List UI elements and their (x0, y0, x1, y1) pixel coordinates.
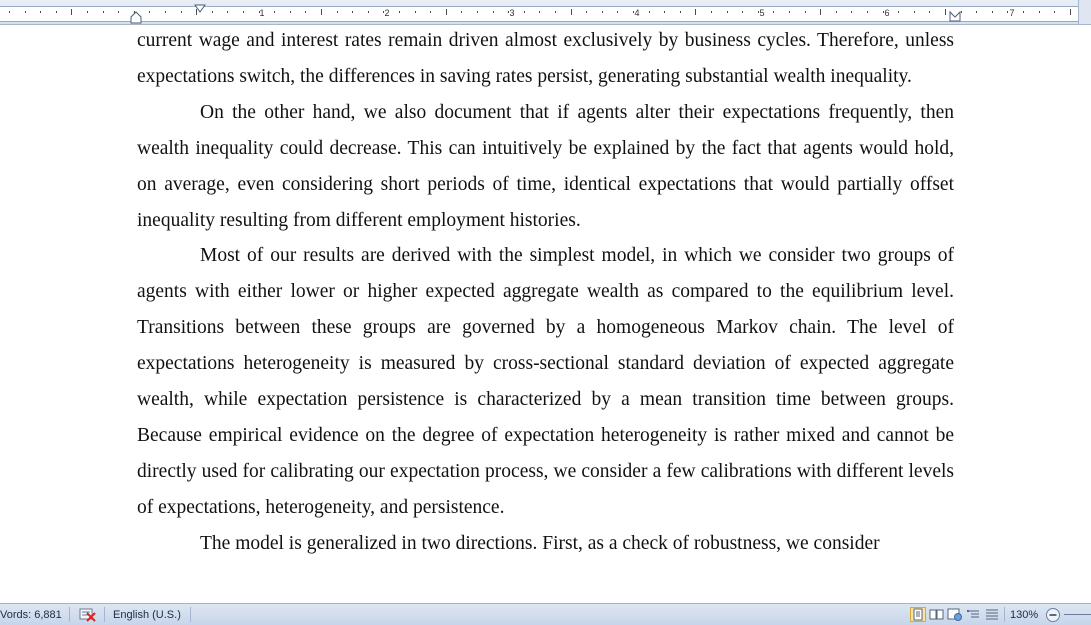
ruler-tick (274, 11, 275, 13)
language-indicator[interactable]: English (U.S.) (113, 609, 181, 621)
ruler-tick (555, 11, 556, 13)
draft-icon (984, 607, 1000, 622)
ruler-number: 5 (759, 8, 765, 18)
ruler-tick (805, 11, 806, 13)
ruler-tick (305, 11, 306, 13)
ruler-number: 6 (884, 8, 890, 18)
ruler-tick (399, 11, 400, 13)
ruler-tick (976, 11, 977, 13)
paragraph-4[interactable]: The model is generalized in two directions. First, as a check of robustness, we consider (200, 532, 880, 554)
ruler-tick (430, 11, 431, 13)
ruler-tick (586, 11, 587, 13)
ruler-tick (368, 11, 369, 13)
ruler-track[interactable] (0, 6, 1079, 22)
outline-button[interactable] (966, 607, 982, 622)
ruler-tick (71, 9, 72, 15)
print-layout-icon (911, 608, 925, 621)
ruler-tick (87, 11, 88, 13)
ruler-number: 3 (509, 8, 515, 18)
hanging-indent-marker[interactable] (130, 11, 142, 24)
ruler-number: 7 (1009, 8, 1015, 18)
outline-icon (966, 607, 982, 622)
ruler-number: 1 (259, 8, 265, 18)
ruler-tick (695, 9, 696, 15)
web-layout-button[interactable] (947, 607, 963, 622)
ruler-tick (103, 11, 104, 13)
ruler-tick (1023, 11, 1024, 13)
full-screen-reading-icon (929, 607, 945, 622)
ruler-tick (851, 11, 852, 13)
ruler-tick (820, 9, 821, 15)
web-layout-icon (947, 607, 963, 622)
ruler-tick (617, 11, 618, 13)
ruler-tick (1070, 9, 1071, 15)
ruler-tick (321, 9, 322, 15)
ruler-tick (898, 11, 899, 13)
ruler-tick (181, 11, 182, 13)
ruler-tick (914, 11, 915, 13)
horizontal-ruler[interactable] (0, 0, 1091, 25)
ruler-tick (539, 11, 540, 13)
ruler-tick (227, 11, 228, 13)
ruler-scroll-area (1078, 0, 1091, 24)
ruler-tick (773, 11, 774, 13)
ruler-tick (212, 11, 213, 13)
zoom-level[interactable]: 130% (1010, 609, 1039, 621)
ruler-tick (9, 11, 10, 13)
print-layout-button[interactable] (910, 607, 926, 622)
ruler-tick (461, 11, 462, 13)
ruler-tick (680, 11, 681, 13)
status-separator (190, 607, 191, 622)
ruler-tick (992, 11, 993, 13)
status-separator (1004, 607, 1005, 622)
zoom-out-icon[interactable] (1045, 607, 1061, 623)
ruler-tick (134, 11, 135, 13)
ruler-tick (25, 11, 26, 13)
ruler-tick (165, 11, 166, 13)
zoom-slider-track[interactable] (1064, 614, 1091, 615)
ruler-number: 2 (384, 8, 390, 18)
ruler-tick (789, 11, 790, 13)
ruler-tick (40, 11, 41, 13)
ruler-tick (727, 11, 728, 13)
ruler-tick (836, 11, 837, 13)
ruler-tick (571, 9, 572, 15)
ruler-tick (524, 11, 525, 13)
ruler-tick (56, 11, 57, 13)
ruler-tick (867, 11, 868, 13)
ruler-tick (602, 11, 603, 13)
word-count[interactable]: Vords: 6,881 (0, 609, 62, 621)
ruler-number: 4 (634, 8, 640, 18)
status-separator (104, 607, 105, 622)
paragraph-3[interactable]: Most of our results are derived with the simplest model, in which we consider two groups of agents with either lower or higher expected aggregate wealth as compared to the equilibrium level. Transitions between these groups are governed by a homogeneous Markov chain. The level of expectations heterogeneity is measured by cross-sectional standard deviation of expected aggregate wealth, while expectation persistence is characterized by a mean transition time between groups. Because empirical evidence on the degree of expectation heterogeneity is rather mixed and cannot be directly used for calibrating our expectation process, we consider a few calibrations with different levels of expectations, heterogeneity, and persistence. (137, 245, 954, 518)
ruler-tick (664, 11, 665, 13)
paragraph-1[interactable]: current wage and interest rates remain driven almost exclusively by business cycles. Therefore, unless expectations switch, the differences in saving rates persist, generating substantial wealth inequality. (137, 30, 954, 87)
paragraph-2[interactable]: On the other hand, we also document that if agents alter their expectations frequently, then wealth inequality could decrease. This can intuitively be explained by the fact that agents would hold, on average, even considering short periods of time, identical expectations that would partially offset inequality resulting from different employment histories. (137, 101, 954, 231)
ruler-tick (352, 11, 353, 13)
ruler-tick (149, 11, 150, 13)
draft-button[interactable] (984, 607, 1000, 622)
spelling-check-icon[interactable] (78, 606, 98, 623)
ruler-tick (711, 11, 712, 13)
ruler-tick (945, 9, 946, 15)
ruler-tick (118, 11, 119, 13)
ruler-tick (742, 11, 743, 13)
ruler-tick (337, 11, 338, 13)
ruler-tick (243, 11, 244, 13)
ruler-tick (1039, 11, 1040, 13)
status-separator (69, 607, 70, 622)
status-bar (0, 603, 1091, 625)
ruler-tick (477, 11, 478, 13)
document-page[interactable] (0, 25, 1091, 603)
ruler-tick (196, 9, 197, 15)
ruler-tick (493, 11, 494, 13)
ruler-tick (1054, 11, 1055, 13)
ruler-tick (649, 11, 650, 13)
ruler-tick (415, 11, 416, 13)
full-screen-reading-button[interactable] (929, 607, 945, 622)
ruler-tick (961, 11, 962, 13)
ruler-tick (929, 11, 930, 13)
ruler-tick (290, 11, 291, 13)
document-body[interactable] (137, 25, 954, 562)
ruler-tick (446, 9, 447, 15)
